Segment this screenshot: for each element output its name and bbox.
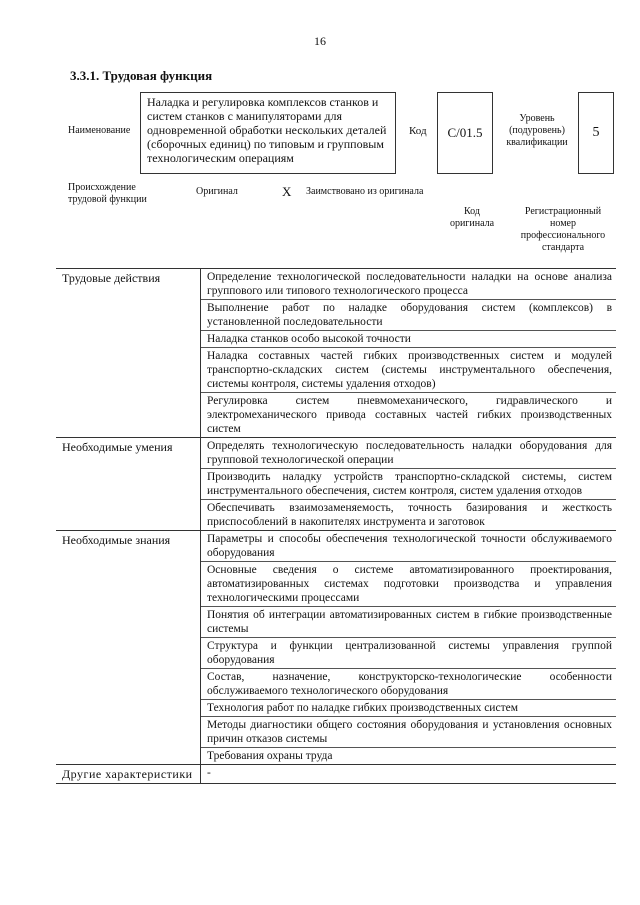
row-label-other: Другие характеристики bbox=[56, 765, 201, 784]
list-item: Состав, назначение, конструкторско-технологические особенности обслуживаемого технологического оборудования bbox=[201, 669, 616, 700]
name-label: Наименование bbox=[68, 125, 131, 136]
list-item: Определять технологическую последовательность наладки оборудования для групповой технологической операции bbox=[201, 438, 616, 469]
code-original-label: Код оригинала bbox=[449, 206, 495, 229]
list-item: Структура и функции централизованной системы управления группой оборудования bbox=[201, 638, 616, 669]
origin-borrowed: Заимствовано из оригинала bbox=[306, 186, 424, 197]
table-row bbox=[56, 269, 616, 438]
table-row bbox=[56, 765, 616, 784]
section-title: 3.3.1. Трудовая функция bbox=[70, 68, 213, 83]
list-item: - bbox=[207, 767, 211, 779]
list-item: Регулировка систем пневмомеханического, гидравлического и электромеханического привода составных частей гибких производственных систем bbox=[207, 395, 612, 435]
list-item: Выполнение работ по наладке оборудования систем (комплексов) в установленной последовательности bbox=[201, 300, 616, 331]
code-value-box: С/01.5 bbox=[437, 92, 493, 174]
row-items-skills bbox=[201, 438, 617, 531]
code-label: Код bbox=[409, 125, 427, 137]
list-item: Требования охраны труда bbox=[207, 750, 333, 762]
level-value-box: 5 bbox=[578, 92, 614, 174]
row-label-actions: Трудовые действия bbox=[56, 269, 201, 438]
list-item: Производить наладку устройств транспортно-складской системы, систем инструментального обеспечения, систем контроля, систем удаления отходов bbox=[201, 469, 616, 500]
row-items-knowledge bbox=[201, 531, 617, 765]
competency-table bbox=[56, 268, 616, 784]
row-label-knowledge: Необходимые знания bbox=[56, 531, 201, 765]
origin-mark: X bbox=[282, 184, 292, 199]
row-items-actions bbox=[201, 269, 617, 438]
row-items-other bbox=[201, 765, 617, 784]
origin-label: Происхождение трудовой функции bbox=[68, 182, 147, 205]
reg-number-label: Регистрационный номер профессионального стандарта bbox=[520, 206, 606, 253]
list-item: Технология работ по наладке гибких производственных систем bbox=[201, 700, 616, 717]
list-item: Определение технологической последовательности наладки на основе анализа группового или типового технологического процесса bbox=[201, 269, 616, 300]
list-item: Понятия об интеграции автоматизированных систем в гибкие производственные системы bbox=[201, 607, 616, 638]
list-item: Методы диагностики общего состояния оборудования и установления основных причин отказов системы bbox=[201, 717, 616, 748]
list-item: Параметры и способы обеспечения технологической точности обслуживаемого оборудования bbox=[201, 531, 616, 562]
list-item: Основные сведения о системе автоматизированного проектирования, автоматизированных системах подготовки производства и управления технологическими процессами bbox=[201, 562, 616, 607]
function-name-box: Наладка и регулировка комплексов станков и систем станков с манипуляторами для одновременной обработки нескольких деталей (сборочных единиц) по типовым и групповым технологическим операциям bbox=[140, 92, 396, 174]
level-label: Уровень (подуровень) квалификации bbox=[506, 113, 568, 148]
list-item: Наладка составных частей гибких производственных систем и модулей транспортно-складских систем (системы инструментального обеспечения, системы контроля, системы удаления отходов) bbox=[201, 348, 616, 393]
list-item: Наладка станков особо высокой точности bbox=[201, 331, 616, 348]
origin-original: Оригинал bbox=[196, 186, 238, 197]
table-row bbox=[56, 531, 616, 765]
table-row bbox=[56, 438, 616, 531]
row-label-skills: Необходимые умения bbox=[56, 438, 201, 531]
list-item: Обеспечивать взаимозаменяемость, точность базирования и жесткость приспособлений в накопителях инструмента и заготовок bbox=[207, 502, 612, 528]
page-number: 16 bbox=[314, 34, 326, 48]
